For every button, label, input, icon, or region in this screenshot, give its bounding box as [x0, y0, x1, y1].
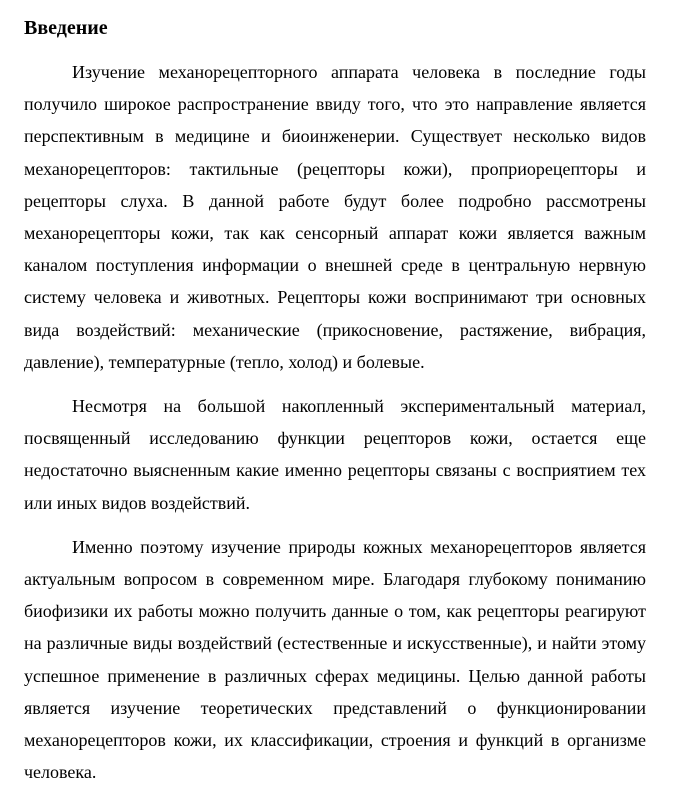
- paragraph-intro: Изучение механорецепторного аппарата человека в последние годы получило широкое распространение ввиду того, что это направление является перспективным в медицине и биоинженерии. Существует несколько видов механорецепторов: тактильные (рецепторы кожи), проприорецепторы и рецепторы слуха. В данной работе будут более подробно рассмотрены механорецепторы кожи, так как сенсорный аппарат кожи является важным каналом поступления информации о внешней среде в центральную нервную систему человека и животных. Рецепторы кожи воспринимают три основных вида воздействий: механические (прикосновение, растяжение, вибрация, давление), температурные (тепло, холод) и болевые.: [24, 62, 646, 372]
- document-page: [24, 0, 646, 788]
- section-heading: Введение: [24, 17, 108, 39]
- paragraph-relevance-goal: Именно поэтому изучение природы кожных механорецепторов является актуальным вопросом в современном мире. Благодаря глубокому пониманию биофизики их работы можно получить данные о том, как рецепторы реагируют на различные виды воздействий (естественные и искусственные), и найти этому успешное применение в различных сферах медицины. Целью данной работы является изучение теоретических представлений о функционировании механорецепторов кожи, их классификации, строения и функций в организме человека.: [24, 536, 646, 783]
- paragraph-experimental-material: Несмотря на большой накопленный экспериментальный материал, посвященный исследованию функции рецепторов кожи, остается еще недостаточно выясненным какие именно рецепторы связаны с восприятием тех или иных видов воздействий.: [24, 396, 646, 513]
